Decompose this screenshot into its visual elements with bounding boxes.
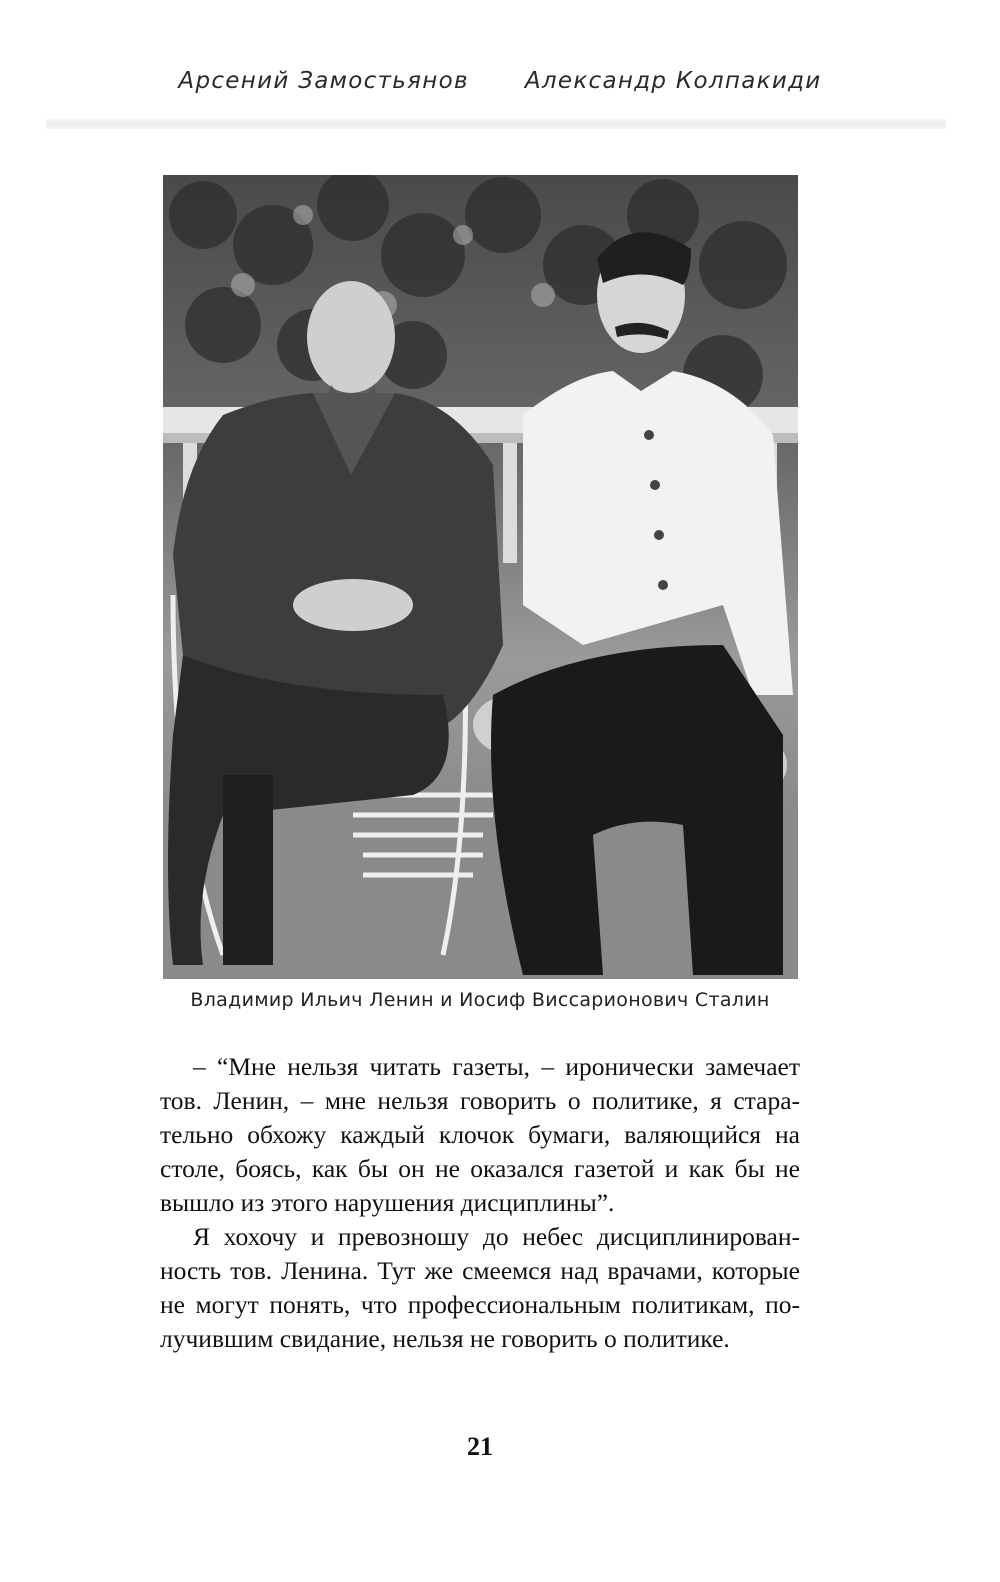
body-line: столе, боясь, как бы он не оказался газетой и как бы не <box>160 1154 800 1183</box>
photo <box>163 175 798 979</box>
photo-illustration <box>163 175 798 979</box>
body-line: вышло из этого нарушения дисциплины”. <box>160 1188 615 1217</box>
body-text <box>160 1050 800 1356</box>
body-line: Я хохочу и превозношу до небес дисциплинирован- <box>193 1222 800 1251</box>
header-author-left: Арсений Замостьянов <box>178 68 469 94</box>
running-header <box>0 68 1000 94</box>
photo-caption: Владимир Ильич Ленин и Иосиф Виссарионович Сталин <box>190 989 770 1011</box>
body-line: – “Мне нельзя читать газеты, – иронически замечает <box>193 1052 800 1081</box>
header-author-right: Александр Колпакиди <box>524 68 822 94</box>
body-line: тов. Ленин, – мне нельзя говорить о политике, я стара- <box>160 1086 800 1115</box>
body-line: не могут понять, что профессиональным политикам, по- <box>160 1290 800 1319</box>
body-line: ность тов. Ленина. Тут же смеемся над врачами, которые <box>160 1256 800 1285</box>
page-number: 21 <box>467 1432 493 1461</box>
header-rule <box>46 119 946 129</box>
body-line: лучившим свидание, нельзя не говорить о политике. <box>160 1324 730 1353</box>
body-line: тельно обхожу каждый клочок бумаги, валяющийся на <box>160 1120 800 1149</box>
